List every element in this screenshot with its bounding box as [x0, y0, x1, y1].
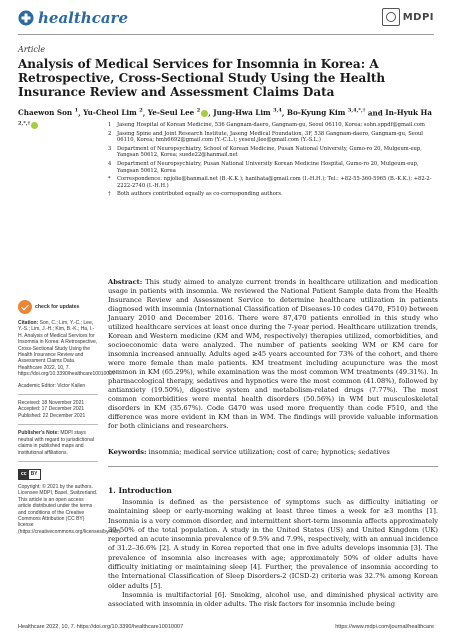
publisher-note	[18, 430, 98, 456]
author-affiliation-marker: 2,*,†	[18, 120, 31, 127]
affiliation-number: 1	[108, 122, 112, 128]
copyright-text: Copyright: © 2021 by the authors. Licensee MDPI, Basel, Switzerland. This article is an open access article distributed under the terms and conditions of the Creative Commons Attribution (CC BY) license (https://creativecommons.org/licenses/by/4.0/).	[18, 483, 122, 535]
sidebar-divider	[18, 424, 98, 425]
sidebar-divider	[18, 461, 98, 462]
publisher-note-label: Publisher's Note:	[18, 430, 59, 437]
published-date	[18, 413, 98, 419]
published-value: 22 December 2021	[42, 412, 86, 419]
author-name[interactable]: Bo-Kyung Kim $^{3,4,*,\dagger}$	[286, 108, 366, 118]
mdpi-logo-icon	[382, 8, 400, 26]
author-separator: ,	[208, 108, 214, 118]
section-heading-introduction: 1. Introduction	[108, 486, 172, 495]
author-affiliation-marker: 2	[196, 108, 201, 114]
citation-text[interactable]: Son, C.; Lim, Y.-C.; Lee, Y.-S.; Lim, J.-H.; Kim, B.-K.; Ha, I.-H. Analysis of Medical Services for Insomnia in Korea: A Retrospective, Cross-Sectional Study Using the Health Insurance Review and Assessment Claims Data. Healthcare 2022, 10, 7. https://doi.org/10.3390/healthcare10010007	[18, 320, 115, 378]
affiliation-item	[108, 146, 438, 159]
citation-block	[18, 320, 115, 378]
journal-logo[interactable]	[18, 8, 128, 28]
affiliation-item	[108, 191, 438, 198]
affiliation-number: 3	[108, 145, 112, 152]
author-separator: ,	[78, 108, 84, 118]
citation-label: Citation:	[18, 320, 39, 326]
author-separator: and	[365, 108, 386, 118]
abstract-label: Abstract:	[108, 278, 143, 286]
abstract	[108, 278, 438, 431]
editor-name: Victor Kallen	[57, 382, 86, 389]
author-affiliation-marker: 1	[74, 108, 79, 114]
received-label: Received:	[18, 400, 41, 407]
affiliation-text: Both authors contributed equally as co-corresponding authors.	[117, 191, 283, 198]
cc-icon: cc	[21, 470, 27, 477]
paragraph: Insomnia is multifactorial [6]. Smoking, alcohol use, and diminished physical activity are associated with insomnia in older adults. The risk factors for insomnia include being	[108, 590, 438, 609]
affiliation-text: Jaseng Spine and Joint Research Institute, Jaseng Medical Foundation, 3F, 538 Gangnam-daero, Gangnam-gu, Seoul 06110, Korea; hmh6692@gmail.com (Y.-C.L.); yeseul.jlee@gmail.com (Y.-S.L.)	[117, 130, 423, 144]
check-updates-label: check for updates	[35, 304, 80, 310]
affiliation-item	[108, 176, 438, 189]
publisher-note-text: MDPI stays neutral with regard to jurisdictional claims in published maps and institutional affiliations.	[18, 430, 94, 456]
abstract-text: This study aimed to analyze current trends in healthcare utilization and medication usage in patients with insomnia. We reviewed the National Patient Sample data from the Health Insurance Review and Assessment Service to determine healthcare utilization in patients diagnosed with insomnia (International Classification of Diseases-10 codes G470, F510) between January 2010 and December 2016. There were 87,470 patients enrolled in this study who utilized healthcare services at least once during the 7-year period. Healthcare utilization trends, Korean and Western medicine (KM and WM, respectively) therapies utilized, comorbidities, and socioeconomic data were analyzed. The number of patients seeking WM or KM care for insomnia increased annually. Adults aged ≥45 years accounted for 73% of the cohort, and there were more female than male patients. KM treatment including acupuncture was the most common in KM (65.29%), while examination was the most common WM treatments (49.31%). In pharmacological therapy, sedatives and hypnotics were the most common (41.08%), followed by antianxiety (19.50%), digestive system and metabolism-related drugs (7.77%). The most common comorbidities were mental health disorders (50.56%) in WM but musculoskeletal disorders in KM (35.67%). Code G470 was used more frequently than code F510, and the difference was more evident in KM than in WM. The findings will provide valuable information for both clinicians and researchers.	[108, 278, 438, 430]
author-name[interactable]: Ye-Seul Lee $^2$	[147, 108, 201, 118]
received-value: 18 November 2021	[41, 400, 85, 407]
section-divider	[108, 466, 438, 467]
affiliation-number: †	[108, 191, 111, 198]
check-updates-badge[interactable]	[18, 300, 98, 314]
footer-citation[interactable]: Healthcare 2022, 10, 7. https://doi.org/10.3390/healthcare10010007	[18, 624, 184, 630]
accepted-label: Accepted:	[18, 406, 41, 413]
affiliations	[108, 122, 438, 200]
author-separator: ,	[142, 108, 148, 118]
journal-name: healthcare	[38, 9, 128, 27]
publisher-logo[interactable]	[382, 8, 434, 26]
author-separator: ,	[281, 108, 287, 118]
sidebar-divider	[18, 394, 98, 395]
keywords-text: insomnia; medical service utilization; cost of care; hypnotics; sedatives	[148, 448, 390, 456]
affiliation-item	[108, 161, 438, 174]
author-affiliation-marker: 3,4	[273, 108, 282, 114]
check-updates-icon	[18, 300, 32, 314]
article-type: Article	[18, 45, 46, 54]
accepted-value: 17 December 2021	[41, 406, 85, 413]
published-label: Published:	[18, 412, 42, 419]
by-icon: BY	[30, 470, 38, 477]
editor-block	[18, 383, 98, 389]
header-divider	[18, 34, 434, 35]
keywords-label: Keywords:	[108, 448, 147, 456]
introduction-body	[108, 498, 438, 610]
affiliation-text: Jaseng Hospital of Korean Medicine, 536 Gangnam-daero, Gangnam-gu, Seoul 06110, Korea; sohn.sppdf@gmail.com	[117, 122, 425, 128]
author-name[interactable]: Jung-Hwa Lim $^{3,4}$	[213, 108, 282, 118]
editor-label: Academic Editor:	[18, 382, 56, 389]
author-affiliation-marker: 3,4,*,†	[347, 108, 366, 114]
affiliation-text: Correspondence: npjolie@hanmail.net (B.-K.K.); hanihata@gmail.com (I.-H.H.); Tel.: +82-55-360-5965 (B.-K.K.); +82-2-2222-2740 (I.-H.H.)	[117, 176, 432, 189]
paragraph: Insomnia is defined as the persistence of symptoms such as difficulty initiating or maintaining sleep or early-morning waking at least three times a week for ≥3 months [1]. Insomnia is a very common disorder, and intermittent short-term insomnia affects approximately 30–50% of the total population. A study in the United States (US) and United Kingdom (UK) reported an acute insomnia prevalence of 9.5% and 7.9%, respectively, with an annual incidence of 31.2–36.6% [2]. A study in Korea reported that one in five adults develops insomnia [3]. The prevalence of insomnia also increases with age; approximately 50% of older adults have difficulty initiating or maintaining sleep [4]. Further, the prevalence of insomnia according to the International Classification of Sleep Disorders-2 (ICSD-2) criteria was 32.7% among Korean older adults [5].	[108, 498, 438, 590]
publisher-name: MDPI	[402, 11, 434, 23]
article-sidebar	[18, 300, 122, 535]
cc-by-license-badge[interactable]	[18, 469, 41, 480]
author-name[interactable]: Chaewon Son $^1$	[18, 108, 79, 118]
affiliation-item	[108, 131, 438, 144]
orcid-icon[interactable]	[31, 122, 38, 129]
affiliation-number: 2	[108, 130, 112, 137]
affiliation-item	[108, 122, 438, 129]
keywords	[108, 448, 438, 457]
healthcare-logo-icon	[18, 10, 34, 26]
author-affiliation-marker: 2	[139, 108, 143, 114]
author-name[interactable]: In-Hyuk Ha $^{2,*,\dagger}$	[18, 108, 432, 127]
affiliation-text: Department of Neuropsychiatry, School of Korean Medicine, Pusan National University, Gumo-ro 20, Mulgeum-eup, Yangsan 50612, Korea; suede22@hanmail.net	[117, 145, 422, 159]
footer-journal-url[interactable]: https://www.mdpi.com/journal/healthcare	[335, 624, 434, 630]
affiliation-text: Department of Neuropsychiatry, Pusan National University Korean Medicine Hospital, Gumo-ro 20, Mulgeum-eup, Yangsan 50612, Korea	[117, 160, 419, 174]
affiliation-number: *	[108, 176, 111, 183]
article-title: Analysis of Medical Services for Insomnia in Korea: A Retrospective, Cross-Sectional Study Using the Health Insurance Review and Assessment Claims Data	[18, 57, 386, 99]
author-name[interactable]: Yu-Cheol Lim $^2$	[83, 108, 143, 118]
affiliation-number: 4	[108, 160, 112, 167]
